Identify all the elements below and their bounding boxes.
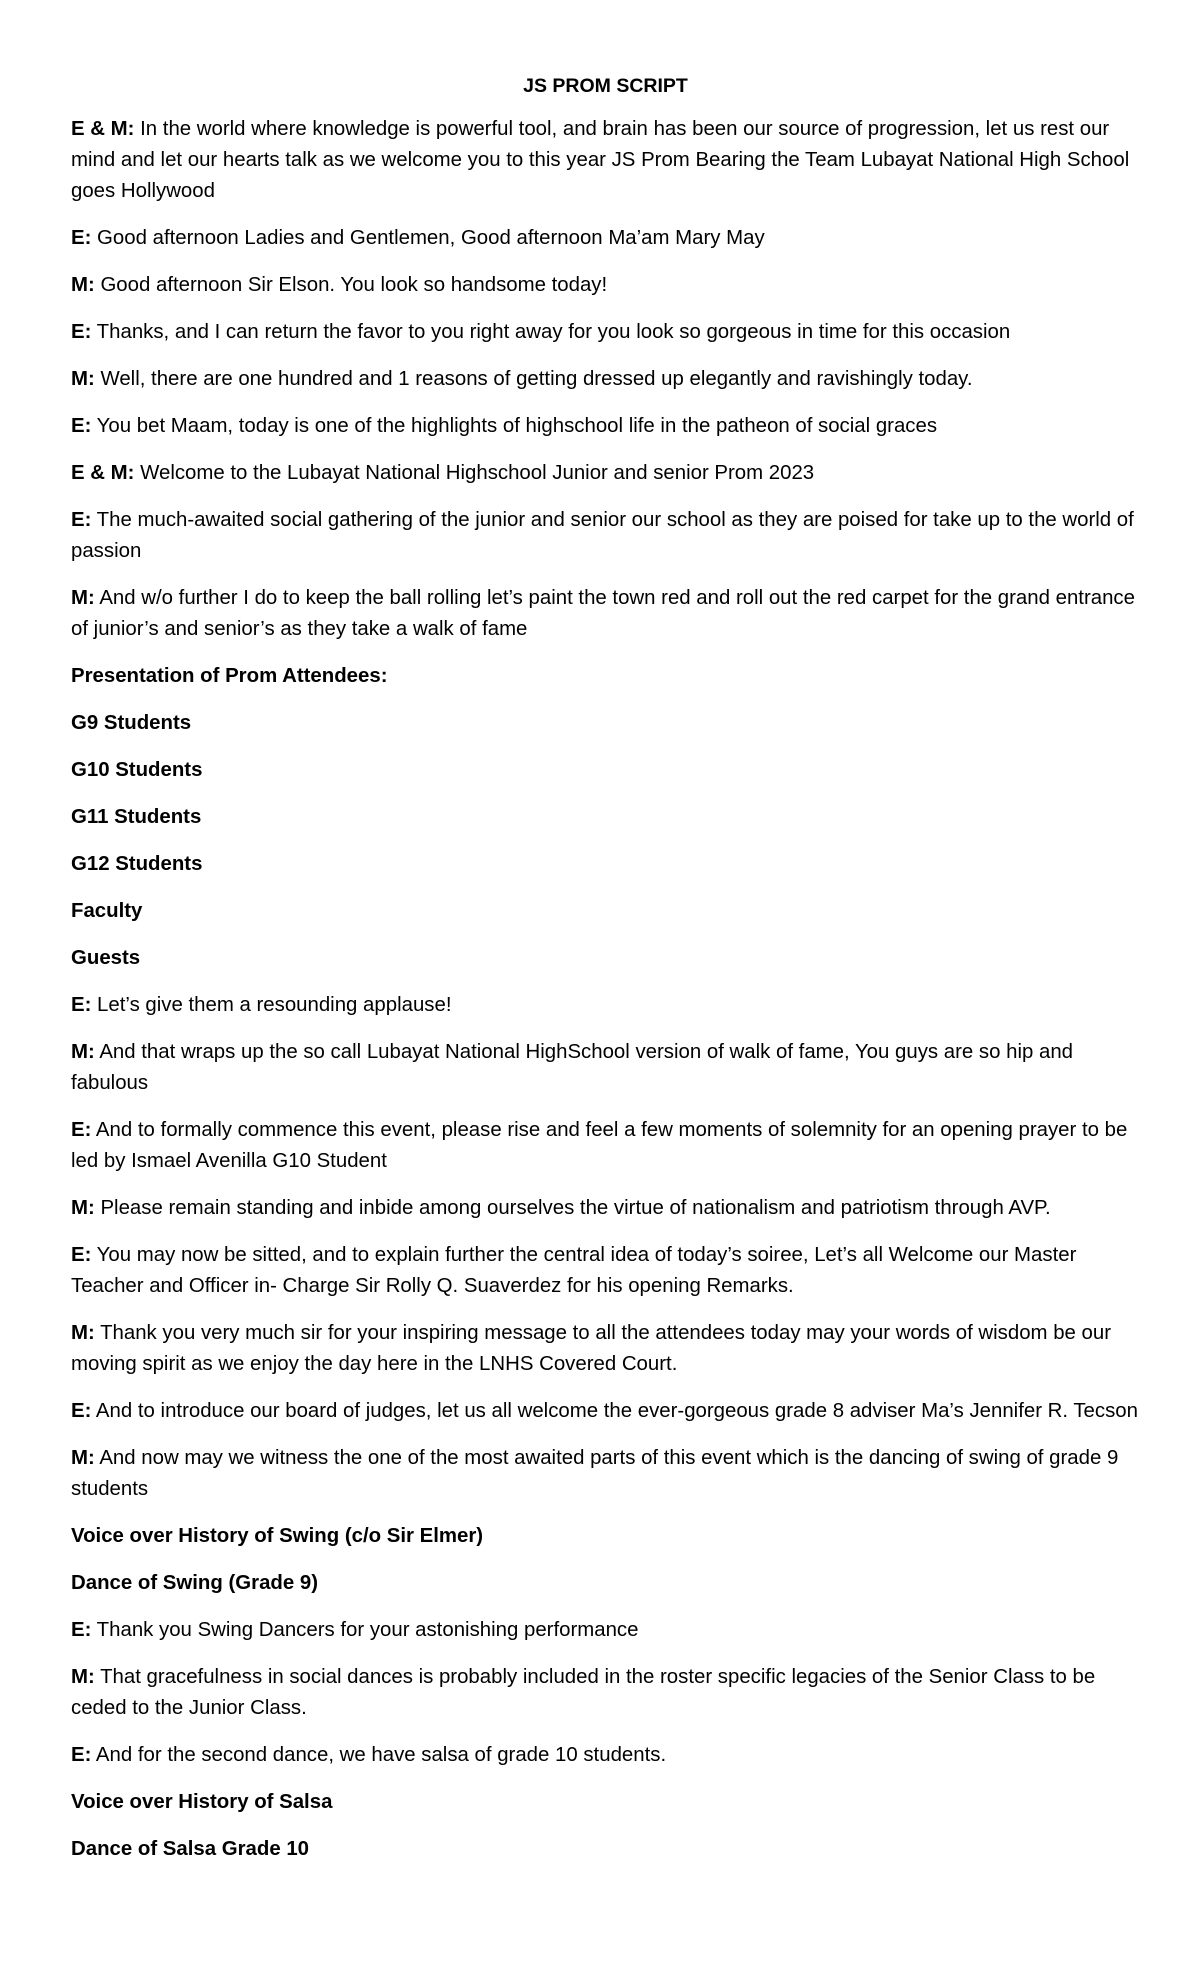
- script-line: [71, 364, 1141, 395]
- speaker-label: E:: [71, 994, 92, 1016]
- line-text: In the world where knowledge is powerful tool, and brain has been our source of progression, let us rest our mind and let our hearts talk as we welcome you to this year JS Prom Bearing the Team Lubayat National High School goes Hollywood: [71, 118, 1130, 202]
- line-text: Welcome to the Lubayat National Highschool Junior and senior Prom 2023: [134, 462, 815, 484]
- speaker-label: E:: [71, 227, 92, 249]
- speaker-label: M:: [71, 368, 95, 390]
- speaker-label: M:: [71, 587, 95, 609]
- line-text: And for the second dance, we have salsa of grade 10 students.: [91, 1744, 667, 1766]
- script-line: [71, 223, 1141, 254]
- script-line: [71, 317, 1141, 348]
- line-text: That gracefulness in social dances is probably included in the roster specific legacies of the Senior Class to be ceded to the Junior Class.: [71, 1666, 1096, 1719]
- section-heading: Dance of Swing (Grade 9): [71, 1572, 318, 1594]
- attendee-group: Guests: [71, 947, 141, 969]
- line-text: Good afternoon Sir Elson. You look so handsome today!: [94, 274, 608, 296]
- script-line: [71, 1662, 1141, 1724]
- document-title: JS PROM SCRIPT: [523, 75, 688, 97]
- speaker-label: M:: [71, 1666, 95, 1688]
- script-line: [71, 1115, 1141, 1177]
- line-text: Good afternoon Ladies and Gentlemen, Good afternoon Ma’am Mary May: [91, 227, 765, 249]
- script-line: [71, 1193, 1141, 1224]
- line-text: And to introduce our board of judges, let us all welcome the ever-gorgeous grade 8 adviser Ma’s Jennifer R. Tecson: [91, 1400, 1138, 1422]
- script-line: [71, 990, 1141, 1021]
- speaker-label: E & M:: [71, 462, 135, 484]
- speaker-label: E:: [71, 321, 92, 343]
- speaker-label: E:: [71, 1400, 92, 1422]
- script-line: [71, 114, 1141, 207]
- script-line: [71, 1037, 1141, 1099]
- line-text: The much-awaited social gathering of the junior and senior our school as they are poised for take up to the world of passion: [71, 509, 1134, 562]
- speaker-label: M:: [71, 274, 95, 296]
- attendee-group: G10 Students: [71, 759, 203, 781]
- section-heading: Dance of Salsa Grade 10: [71, 1838, 310, 1860]
- script-line: [71, 1443, 1141, 1505]
- script-line: [71, 1318, 1141, 1380]
- script-line: [71, 411, 1141, 442]
- line-text: And w/o further I do to keep the ball rolling let’s paint the town red and roll out the red carpet for the grand entrance of junior’s and senior’s as they take a walk of fame: [71, 587, 1135, 640]
- section-heading: Presentation of Prom Attendees:: [71, 665, 388, 687]
- speaker-label: E:: [71, 1619, 92, 1641]
- script-line: [71, 1396, 1141, 1427]
- line-text: Well, there are one hundred and 1 reasons of getting dressed up elegantly and ravishingly today.: [94, 368, 973, 390]
- line-text: Please remain standing and inbide among ourselves the virtue of nationalism and patriotism through AVP.: [94, 1197, 1051, 1219]
- speaker-label: M:: [71, 1322, 95, 1344]
- line-text: And now may we witness the one of the most awaited parts of this event which is the dancing of swing of grade 9 students: [71, 1447, 1119, 1500]
- speaker-label: E:: [71, 1244, 92, 1266]
- speaker-label: M:: [71, 1197, 95, 1219]
- attendee-group: G11 Students: [71, 806, 202, 828]
- speaker-label: E & M:: [71, 118, 135, 140]
- script-line: [71, 458, 1141, 489]
- speaker-label: E:: [71, 415, 92, 437]
- speaker-label: M:: [71, 1447, 95, 1469]
- script-line: [71, 1615, 1141, 1646]
- line-text: You may now be sitted, and to explain further the central idea of today’s soiree, Let’s all Welcome our Master Teacher and Officer in- Charge Sir Rolly Q. Suaverdez for his opening Remarks.: [71, 1244, 1077, 1297]
- attendee-group: Faculty: [71, 900, 143, 922]
- speaker-label: E:: [71, 509, 92, 531]
- attendee-group: G12 Students: [71, 853, 203, 875]
- script-line: [71, 505, 1141, 567]
- line-text: And that wraps up the so call Lubayat National HighSchool version of walk of fame, You guys are so hip and fabulous: [71, 1041, 1074, 1094]
- line-text: You bet Maam, today is one of the highlights of highschool life in the patheon of social graces: [91, 415, 938, 437]
- script-line: [71, 270, 1141, 301]
- script-line: [71, 1740, 1141, 1771]
- script-line: [71, 583, 1141, 645]
- script-line: [71, 1240, 1141, 1302]
- section-heading: Voice over History of Salsa: [71, 1791, 333, 1813]
- line-text: Thanks, and I can return the favor to you right away for you look so gorgeous in time for this occasion: [91, 321, 1011, 343]
- section-heading: Voice over History of Swing (c/o Sir Elmer): [71, 1525, 484, 1547]
- line-text: Thank you very much sir for your inspiring message to all the attendees today may your words of wisdom be our moving spirit as we enjoy the day here in the LNHS Covered Court.: [71, 1322, 1112, 1375]
- speaker-label: E:: [71, 1744, 92, 1766]
- line-text: Let’s give them a resounding applause!: [91, 994, 452, 1016]
- line-text: And to formally commence this event, please rise and feel a few moments of solemnity for an opening prayer to be led by Ismael Avenilla G10 Student: [71, 1119, 1128, 1172]
- attendee-group: G9 Students: [71, 712, 192, 734]
- line-text: Thank you Swing Dancers for your astonishing performance: [91, 1619, 639, 1641]
- speaker-label: E:: [71, 1119, 92, 1141]
- speaker-label: M:: [71, 1041, 95, 1063]
